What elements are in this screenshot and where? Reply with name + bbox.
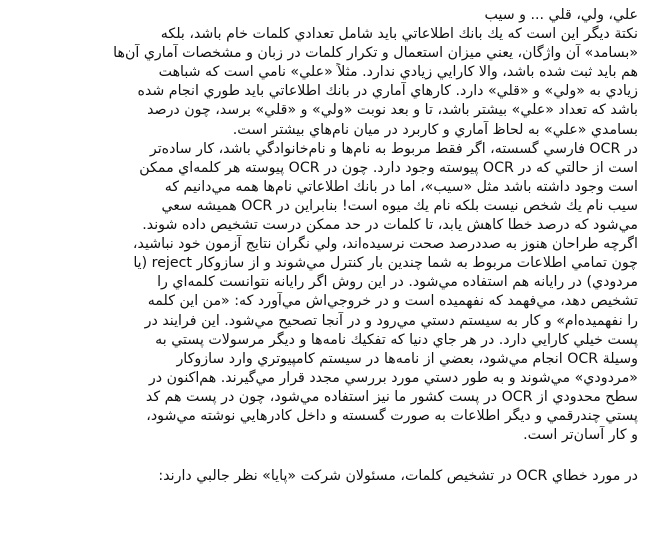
- paragraph-2: [14, 140, 638, 446]
- text-line: نكتة ديگر اين است كه يك بانك اطلاعاتي بايد شامل تعدادي كلمات خام باشد، بلكه: [160, 26, 638, 43]
- paragraph-1: [14, 25, 638, 140]
- text-line: تشخيص دهد، مي‌فهمد كه نفهميده است و در خروجي‌اش مي‌آورد كه: «من اين كلمه: [147, 293, 638, 310]
- text-line: است وجود داشته باشد مثل «سيب»، اما در بانك اطلاعاتي نام‌ها همه مي‌دانيم كه: [164, 178, 638, 195]
- text-line: هم بايد ثبت شده باشد، والا كارايي زيادي ندارد. مثلاً «علي» نامي است كه شباهت: [158, 64, 638, 81]
- text-line: است از حالتي كه در OCR پيوسته وجود دارد. چون در OCR پيوسته هر كلمه‌اي ممكن: [139, 159, 638, 176]
- text-line: سطح محدودي از OCR در پست كشور ما نيز استفاده مي‌شود، چون در پست هم كد: [145, 388, 638, 405]
- text-line: «مردودي» مي‌شوند و به طور دستي مورد بررسي مجدد قرار مي‌گيرند. هم‌اكنون در: [148, 369, 638, 386]
- paragraph-spacer: [14, 445, 638, 467]
- text-line: اگرچه طراحان هنوز به صددرصد صحت نرسيده‌اند، ولي نگران نتايج آزمون خود نباشيد،: [132, 236, 638, 253]
- text-line: «بسامد» آن واژگان، يعني ميزان استعمال و تكرار كلمات در زبان و مشخصات آماري آن‌ها: [113, 45, 638, 62]
- text-line: در مورد خطاي OCR در تشخيص كلمات، مسئولان شركت «پايا» نظر جالبي دارند:: [158, 468, 638, 485]
- text-line: چون تمامي اطلاعات مربوط به شما چندين بار كنترل مي‌شوند و از سازوكار reject (يا: [133, 255, 638, 272]
- text-line: زيادي به «ولي» و «قلي» دارد. كارهاي آماري در بانك اطلاعاتي بايد طوري انجام شده: [137, 83, 638, 100]
- text-line: را نفهميده‌ام» و كار به سيستم دستي مي‌رود و در آنجا تصحيح مي‌شود. اين فرايند در: [144, 312, 638, 329]
- heading-line: [14, 6, 638, 25]
- text-line: پست خيلي كارايي دارد. در هر جاي دنيا كه تفكيك نامه‌ها و ديگر مرسولات پستي به: [155, 331, 638, 348]
- text-line: و كار آسان‌تر است.: [523, 427, 638, 444]
- text-line: باشد كه تعداد «علي» بيشتر باشد، تا و بعد نوبت «ولي» و «قلي» برسد، چون درصد: [147, 102, 638, 119]
- text-line: بسامدي «علي» به لحاظ آماري و كاربرد در ميان نام‌هاي بيشتر است.: [232, 121, 638, 138]
- paragraph-3: [14, 467, 638, 486]
- text-line: پستي چندرقمي و ديگر اطلاعات به صورت گسسته و داخل كادرهايي نوشته مي‌شود،: [146, 407, 638, 424]
- text-line: مي‌شود كه درصد خطا كاهش يابد، تا كلمات در حد ممكن درست تشخيص داده شوند.: [142, 217, 638, 234]
- text-line: در OCR فارسي گسسته، اگر فقط مربوط به نام‌ها و نام‌خانوادگي باشد، كار ساده‌تر: [149, 140, 638, 157]
- text-line: سيب نام يك شخص نيست بلكه نام يك ميوه است! بنابراين در OCR هميشه سعي: [161, 197, 638, 214]
- text-line: مردودي) در رايانه هم استفاده مي‌شود. در اين روش اگر رايانه نتوانست كلمه‌اي را: [157, 274, 638, 291]
- text-line: وسيلة OCR انجام مي‌شود، بعضي از نامه‌ها در سيستم كامپيوتري وارد سازوكار: [176, 350, 638, 367]
- text-line: علي، ولي، قلي ... و سيب: [484, 7, 638, 23]
